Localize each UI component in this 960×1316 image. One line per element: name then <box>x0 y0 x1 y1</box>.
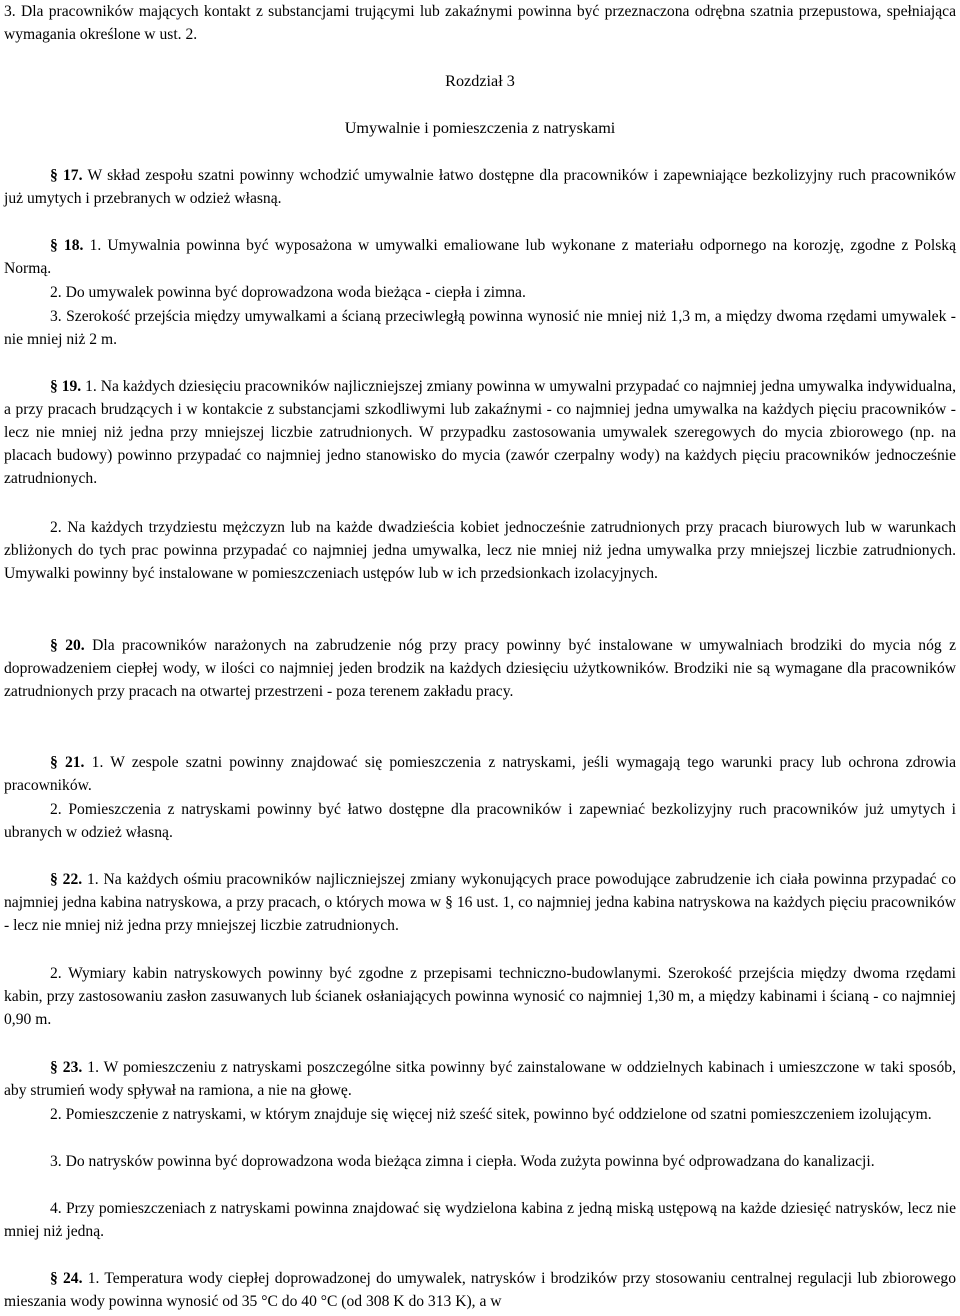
section-22-2: 2. Wymiary kabin natryskowych powinny być zgodne z przepisami techniczno-budowlanymi. Szerokość przejścia między dwoma rzędami kabin, przy zastosowaniu zasłon zasuwanych lub ścianek osłaniających powinna wynosić co najmniej 1,30 m, a między kabinami i ścianą - co najmniej 0,90 m. <box>4 965 956 1028</box>
section-19-1 <box>4 375 956 490</box>
section-21-1 <box>4 751 956 797</box>
section-23-2: 2. Pomieszczenie z natryskami, w którym znajduje się więcej niż sześć sitek, powinno być oddzielone od szatni pomieszczeniem izolującym. <box>50 1106 932 1123</box>
section-18-1 <box>4 234 956 280</box>
section-22-number: § 22. <box>50 871 83 888</box>
section-20 <box>4 634 956 703</box>
section-19-2: 2. Na każdych trzydziestu mężczyzn lub na każde dwadzieścia kobiet jednocześnie zatrudnionych przy pracach biurowych lub w warunkach zbliżonych do tych prac powinna przypadać co najmniej jedna umywalka, lecz nie mniej niż jedna umywalka przy mniejszej liczbie zatrudnionych. Umywalki powinny być instalowane w pomieszczeniach ustępów lub w ich przedsionkach izolacyjnych. <box>4 519 956 582</box>
section-18-2: 2. Do umywalek powinna być doprowadzona woda bieżąca - ciepła i zimna. <box>50 284 526 301</box>
section-23-3: 3. Do natrysków powinna być doprowadzona woda bieżąca zimna i ciepła. Woda zużyta powinna być odprowadzana do kanalizacji. <box>50 1153 875 1170</box>
section-21-1-text: 1. W zespole szatni powinny znajdować się pomieszczenia z natryskami, jeśli wymagają tego warunki pracy lub ochrona zdrowia pracowników. <box>4 754 956 794</box>
section-17-text: W skład zespołu szatni powinny wchodzić umywalnie łatwo dostępne dla pracowników i zapewniające bezkolizyjny ruch pracowników już umytych i przebranych w odzież własną. <box>4 167 956 207</box>
chapter-title: Umywalnie i pomieszczenia z natryskami <box>344 119 616 137</box>
section-20-text: Dla pracowników narażonych na zabrudzenie nóg przy pracy powinny być instalowane w umywalniach brodziki do mycia nóg z doprowadzeniem ciepłej wody, w ilości co najmniej jeden brodzik na każdych dziesięciu użytkowników. Brodziki nie są wymagane dla pracowników zatrudnionych przy pracach na otwartej przestrzeni - poza terenem zakładu pracy. <box>4 637 956 700</box>
section-23-1 <box>4 1056 956 1102</box>
section-21-number: § 21. <box>50 754 85 771</box>
section-18-1-text: 1. Umywalnia powinna być wyposażona w umywalki emaliowane lub wykonane z materiału odpornego na korozję, zgodne z Polską Normą. <box>4 237 957 277</box>
section-19-1-text: 1. Na każdych dziesięciu pracowników najliczniejszej zmiany powinna w umywalni przypadać co najmniej jedna umywalka indywidualna, a przy pracach brudzących i w kontakcie z substancjami szkodliwymi lub zakaźnymi - co najmniej jedna umywalka na każdych pięciu pracowników - lecz nie mniej niż jedna przy mniejszej liczbie zatrudnionych. W przypadku zastosowania umywalek szeregowych do mycia zbiorowego (np. na placach budowy) powinno przypadać co najmniej jedno stanowisko do mycia (zawór czerpalny wody) na każdych pięciu pracowników jednocześnie zatrudnionych. <box>4 378 956 487</box>
paragraph-3: 3. Dla pracowników mających kontakt z substancjami trującymi lub zakaźnymi powinna być przeznaczona odrębna szatnia przepustowa, spełniająca wymagania określone w ust. 2. <box>4 3 956 43</box>
section-19-number: § 19. <box>50 378 82 395</box>
section-18-number: § 18. <box>50 237 84 254</box>
section-23-number: § 23. <box>50 1059 83 1076</box>
section-18-3: 3. Szerokość przejścia między umywalkami a ścianą przeciwległą powinna wynosić nie mniej niż 1,3 m, a między dwoma rzędami umywalek - nie mniej niż 2 m. <box>4 308 956 348</box>
section-24-1-text: 1. Temperatura wody ciepłej doprowadzonej do umywalek, natrysków i brodzików przy stosowaniu centralnej regulacji lub zbiorowego mieszania wody powinna wynosić od 35 °C do 40 °C (od 308 K do 313 K), a w <box>4 1270 957 1310</box>
section-24-number: § 24. <box>50 1270 83 1287</box>
section-17-number: § 17. <box>50 167 83 184</box>
section-22-1-text: 1. Na każdych ośmiu pracowników najliczniejszej zmiany wykonujących prace powodujące zabrudzenie ich ciała powinna przypadać co najmniej jedna kabina natryskowa, a przy pracach, o których mowa w § 16 ust. 1, co najmniej jedna kabina natryskowa na każdych pięciu pracowników - lecz nie mniej niż jedna przy mniejszej liczbie zatrudnionych. <box>4 871 956 934</box>
section-24-1 <box>4 1267 956 1313</box>
section-23-4: 4. Przy pomieszczeniach z natryskami powinna znajdować się wydzielona kabina z jedną miską ustępową na każde dziesięć natrysków, lecz nie mniej niż jedną. <box>4 1200 956 1240</box>
section-20-number: § 20. <box>50 637 85 654</box>
section-22-1 <box>4 868 956 937</box>
section-23-1-text: 1. W pomieszczeniu z natryskami poszczególne sitka powinny być zainstalowane w oddzielnych kabinach i umieszczone w taki sposób, aby strumień wody spływał na ramiona, a nie na głowę. <box>4 1059 956 1099</box>
section-17 <box>4 164 956 210</box>
section-21-2: 2. Pomieszczenia z natryskami powinny być łatwo dostępne dla pracowników i zapewniać bezkolizyjny ruch pracowników już umytych i ubranych w odzież własną. <box>4 801 956 841</box>
chapter-heading: Rozdział 3 <box>445 72 515 90</box>
